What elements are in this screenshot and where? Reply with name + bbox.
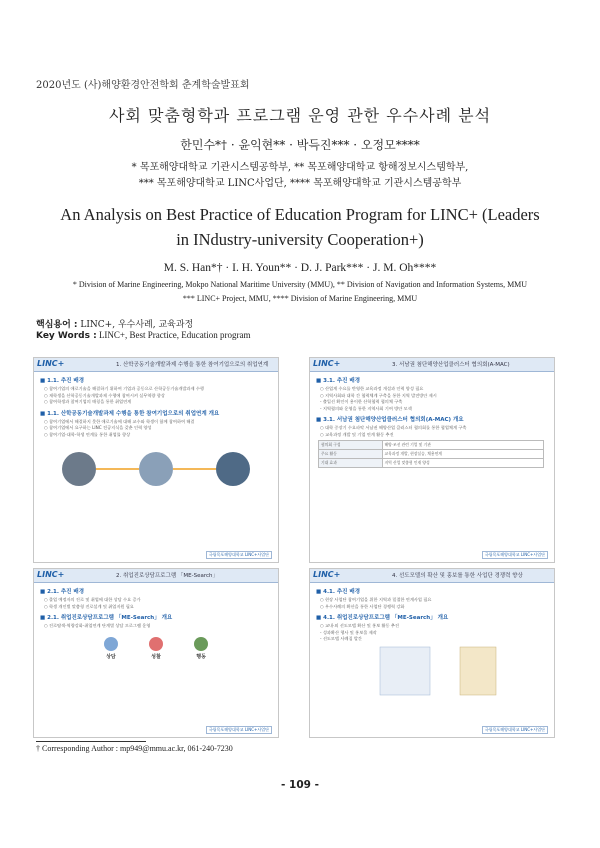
english-title-line-1: An Analysis on Best Practice of Education Program for LINC+ (Leaders <box>60 205 540 224</box>
slide-3-bullet: ○ 졸업 예정자의 진로 및 취업에 대한 상담 수요 증가 <box>44 597 141 602</box>
slide-4-bullet: ○ 현장 사업단 참여기업을 위한 지역과 밀접한 연계사업 필요 <box>320 597 432 602</box>
slide-2-bullet: - 지역협의와 운영을 통한 지역사회 기여 방안 모색 <box>320 405 412 411</box>
slide-2-footer: 국립목포해양대학교 LINC+사업단 <box>482 551 548 559</box>
action-icon <box>194 637 208 651</box>
table-cell: 해양·조선 관련 기업 및 기관 <box>382 440 543 449</box>
korean-affiliation-2: *** 목포해양대학교 LINC사업단, **** 목포해양대학교 기관시스템공학부 <box>138 178 462 189</box>
linc-logo: LINC+ <box>37 359 65 368</box>
slide-2-bullet: ○ 산업계 수요를 반영한 교육과정 개설과 인력 양성 필요 <box>320 386 424 391</box>
slide-3-title: 2. 취업진로상담프로그램 「ME-Search」 <box>116 573 218 579</box>
slide-1-diagram <box>34 444 278 500</box>
slide-1-bullet: ○ 참여기업에서 요구하는 LINC 전공지식을 갖춘 인력 양성 <box>44 425 152 431</box>
korean-keywords-label: 핵심용어 : <box>36 320 78 330</box>
slide-1-bullet: ○ 참여기업-대학-학생 연계를 통한 취업률 향상 <box>44 431 131 437</box>
slide-3-section-2-heading: ■ 2.1. 취업진로상담프로그램 「ME-Search」 개요 <box>40 615 173 622</box>
slide-4-header <box>310 569 554 583</box>
english-keywords <box>36 330 250 341</box>
slide-1-section-2-heading: ■ 1.1. 산학공동기술개발과제 수행을 통한 참여기업으로의 취업연계 개요 <box>40 410 220 417</box>
linc-logo: LINC+ <box>313 359 341 368</box>
korean-authors: 한민수*† · 윤익현** · 박득진*** · 오정모**** <box>180 138 420 152</box>
slide-4-footer: 국립목포해양대학교 LINC+사업단 <box>482 726 548 734</box>
slide-1 <box>33 357 279 563</box>
slide-4-bullet: - 성과확산 행사 및 홍보물 제작 <box>320 629 377 635</box>
slide-4-bullet: ○ 우수사례의 확산을 통한 사업단 경쟁력 강화 <box>320 603 405 609</box>
table-cell: 기대 효과 <box>319 458 383 467</box>
slide-3 <box>33 568 279 738</box>
step-reflect <box>136 637 176 660</box>
slide-4-title: 4. 선도모델의 확산 및 홍보를 통한 사업단 경쟁력 향상 <box>392 573 523 579</box>
table-cell: 지역 산업 맞춤형 인재 양성 <box>382 458 543 467</box>
step-counsel <box>91 637 131 660</box>
korean-keywords <box>36 317 193 330</box>
table-cell: 협의회 구성 <box>319 440 383 449</box>
footnote-rule <box>36 741 146 742</box>
slide-4-section-2-heading: ■ 4.1. 취업진로상담프로그램 「ME-Search」 개요 <box>316 615 449 622</box>
slide-1-bullet: ○ 참여기업의 애로기술을 해결하기 위하여 기업과 공동으로 산학공동기술개발과제 수행 <box>44 386 204 391</box>
slide-4-bullet: - 선도모델 사례집 발간 <box>320 636 362 642</box>
english-affiliation-2: *** LINC+ Project, MMU, **** Division of Marine Engineering, MMU <box>182 294 418 303</box>
step-label: 행동 <box>196 653 206 660</box>
table-cell: 주요 활동 <box>319 449 383 458</box>
table-row <box>319 440 544 449</box>
korean-title: 사회 맞춤형학과 프로그램 운영 관한 우수사례 분석 <box>108 106 492 125</box>
casebook-image <box>460 647 496 695</box>
slide-2-title: 3. 서남권 첨단해양산업클러스터 협의회(A-MAC) <box>392 362 510 368</box>
linc-logo: LINC+ <box>313 570 341 579</box>
slide-4-images <box>310 643 554 699</box>
slide-4-section-1-heading: ■ 4.1. 추진 배경 <box>316 589 361 595</box>
company-icon <box>216 452 250 486</box>
page-number: - 109 - <box>281 779 319 791</box>
slide-2-table <box>318 440 544 468</box>
student-icon <box>139 452 173 486</box>
slide-3-header <box>34 569 278 583</box>
slide-3-steps <box>34 637 278 662</box>
slide-1-footer: 국립목포해양대학교 LINC+사업단 <box>206 551 272 559</box>
slide-2-bullet: ○ 대학 중장기 수요파악 서남권 해양산업 클러스터 협의회를 통한 협업체계 구축 <box>320 425 467 431</box>
table-row <box>319 458 544 467</box>
slide-2-section-1-heading: ■ 3.1. 추진 배경 <box>316 378 361 384</box>
english-affiliation-1: * Division of Marine Engineering, Mokpo National Maritime University (MMU), ** Division of Navigation and Information Systems, MMU <box>72 280 528 289</box>
english-keywords-label: Key Words : <box>36 331 97 341</box>
english-title-line-2: in INdustry-university Cooperation+) <box>176 230 424 249</box>
brochure-image <box>380 647 430 695</box>
slide-4 <box>309 568 555 738</box>
slide-1-bullet: ○ 참여기업에서 해결하지 못한 애로기술에 대해 교수와 학생이 함께 참여하여 해결 <box>44 418 195 424</box>
step-label: 상담 <box>106 653 116 660</box>
english-title <box>20 202 580 252</box>
slide-2-bullet: ○ 지역사회와 대학 간 협력체계 구축을 통한 지역 발전방안 제시 <box>320 392 437 398</box>
slide-3-section-1-heading: ■ 2.1. 추진 배경 <box>40 589 85 595</box>
table-cell: 교육과정 개발, 현장실습, 채용연계 <box>382 449 543 458</box>
linc-logo: LINC+ <box>37 570 65 579</box>
slide-1-section-1-heading: ■ 1.1. 추진 배경 <box>40 378 85 384</box>
english-authors: M. S. Han*† · I. H. Youn** · D. J. Park*** · J. M. Oh**** <box>163 262 437 274</box>
slide-2-bullet: ○ 교육과정 개발 및 기업 연계 활동 추진 <box>320 431 394 437</box>
reflect-icon <box>149 637 163 651</box>
slide-3-footer: 국립목포해양대학교 LINC+사업단 <box>206 726 272 734</box>
footnote: † Corresponding Author : mp949@mmu.ac.kr, 061-240-7230 <box>36 744 233 753</box>
korean-keywords-value: LINC+, 우수사례, 교육과정 <box>80 320 194 330</box>
slide-1-bullet: ○ 재학생을 산학공동기술개발과제 수행에 참여시켜 실무역량 향상 <box>44 392 165 398</box>
slide-3-bullet: ○ 학생 개인별 맞춤형 진로설계 및 취업지원 필요 <box>44 603 134 609</box>
slide-1-header <box>34 358 278 372</box>
conference-header: 2020년도 (사)해양환경안전학회 춘계학술발표회 <box>36 80 250 91</box>
counsel-icon <box>104 637 118 651</box>
slide-3-bullet: ○ 진로탐색-역량강화-취업연계 단계별 상담 프로그램 운영 <box>44 623 151 629</box>
step-action <box>181 637 221 660</box>
slide-2 <box>309 357 555 563</box>
university-icon <box>62 452 96 486</box>
slide-2-header <box>310 358 554 372</box>
slide-4-bullet: ○ 교내·외 선도모델 확산 및 홍보 활동 추진 <box>320 623 400 629</box>
slide-2-bullet: - 출입선 확인이 용이한 산학협력 협의체 구축 <box>320 399 403 405</box>
slide-2-section-2-heading: ■ 3.1. 서남권 첨단해양산업클러스터 협의회(A-MAC) 개요 <box>316 417 464 424</box>
slide-1-bullet: ○ 참여학생과 참여기업의 매칭을 통한 취업연계 <box>44 399 132 405</box>
korean-affiliation-1: * 목포해양대학교 기관시스템공학부, ** 목포해양대학교 항해정보시스템학부, <box>131 162 469 173</box>
slide-1-title: 1. 산학공동기술개발과제 수행을 통한 참여기업으로의 취업연계 <box>116 362 269 368</box>
english-keywords-value: LINC+, Best Practice, Education program <box>98 330 251 340</box>
step-label: 성찰 <box>151 653 161 660</box>
table-row <box>319 449 544 458</box>
